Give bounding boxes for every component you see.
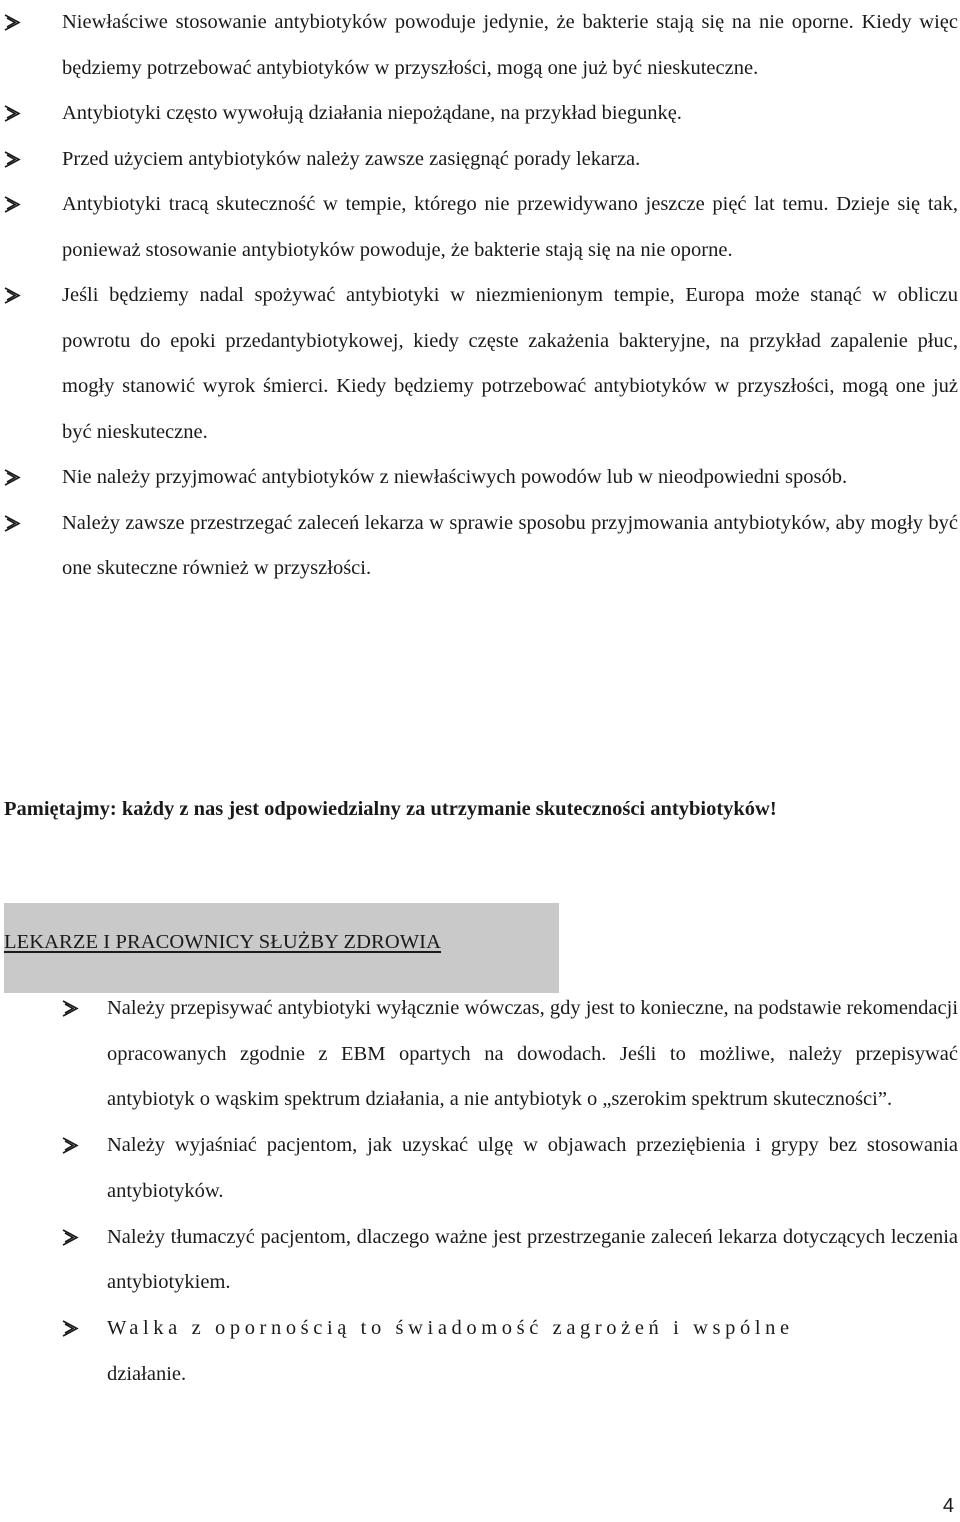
arrowhead-bullet-icon (62, 1306, 107, 1337)
list-item-text: Należy tłumaczyć pacjentom, dlaczego ważne jest przestrzeganie zaleceń lekarza dotyczących leczenia antybiotykiem. (107, 1225, 958, 1294)
list-item-text: Należy wyjaśniać pacjentom, jak uzyskać ulgę w objawach przeziębienia i grypy bez stosowania antybiotyków. (107, 1134, 958, 1202)
arrowhead-bullet-icon (4, 91, 62, 122)
arrowhead-bullet-icon (62, 986, 107, 1017)
list-item (4, 91, 958, 137)
list-item-text: Niewłaściwe stosowanie antybiotyków powoduje jedynie, że bakterie stają się na nie oporne. Kiedy więc będziemy potrzebować antybiotyków w przyszłości, mogą one już być nieskuteczne. (62, 11, 958, 79)
arrowhead-bullet-icon (4, 501, 62, 532)
list-item-text-continuation: działanie. (107, 1362, 187, 1385)
list-item-text: Przed użyciem antybiotyków należy zawsze zasięgnąć porady lekarza. (62, 147, 641, 170)
list-item (4, 455, 958, 501)
list-item-text: Antybiotyki tracą skuteczność w tempie, którego nie przewidywano jeszcze pięć lat temu. Dzieje się tak, ponieważ stosowanie antybiotyków powoduje, że bakterie stają się na nie oporne. (62, 193, 958, 261)
list-item-text: Walka z opornością to świadomość zagrożeń i wspólne (107, 1316, 794, 1339)
list-item-text: Należy zawsze przestrzegać zaleceń lekarza w sprawie sposobu przyjmowania antybiotyków, aby mogły być one skuteczne również w przyszłości. (62, 511, 958, 579)
arrowhead-bullet-icon (62, 1215, 107, 1246)
list-item-text: Jeśli będziemy nadal spożywać antybiotyki w niezmienionym tempie, Europa może stanąć w obliczu powrotu do epoki przedantybiotykowej, kiedy częste zakażenia bakteryjne, na przykład zapalenie płuc, mogły stanowić wyrok śmierci. Kiedy będziemy potrzebować antybiotyków w przyszłości, mogą one już być nieskuteczne. (62, 284, 958, 443)
list-item (62, 1215, 958, 1306)
list-item (4, 182, 958, 273)
arrowhead-bullet-icon (62, 1123, 107, 1154)
list-item (62, 1306, 958, 1397)
list-item (4, 0, 958, 91)
list-item (4, 273, 958, 455)
arrowhead-bullet-icon (4, 455, 62, 486)
arrowhead-bullet-icon (4, 137, 62, 168)
list-item (4, 137, 958, 183)
arrowhead-bullet-icon (4, 0, 62, 31)
page-number: 4 (942, 1495, 954, 1517)
callout-text: Pamiętajmy: każdy z nas jest odpowiedzialny za utrzymanie skuteczności antybiotyków! (4, 798, 777, 820)
list-item-text: Antybiotyki często wywołują działania niepożądane, na przykład biegunkę. (62, 102, 682, 124)
arrowhead-bullet-icon (4, 273, 62, 304)
list-item (62, 986, 958, 1123)
list-item-text: Należy przepisywać antybiotyki wyłącznie wówczas, gdy jest to konieczne, na podstawie rekomendacji opracowanych zgodnie z EBM opartych na dowodach. Jeśli to możliwe, należy przepisywać antybiotyk o wąskim spektrum działania, a nie antybiotyk o „szerokim spektrum skuteczności”. (107, 997, 959, 1111)
list-item (4, 501, 958, 592)
arrowhead-bullet-icon (4, 182, 62, 213)
section-heading: LEKARZE I PRACOWNICY SŁUŻBY ZDROWIA (4, 931, 442, 953)
health-workers-list (62, 986, 958, 1397)
antibiotics-facts-list (4, 0, 958, 592)
list-item-text: Nie należy przyjmować antybiotyków z niewłaściwych powodów lub w nieodpowiedni sposób. (62, 466, 848, 488)
list-item (62, 1123, 958, 1214)
